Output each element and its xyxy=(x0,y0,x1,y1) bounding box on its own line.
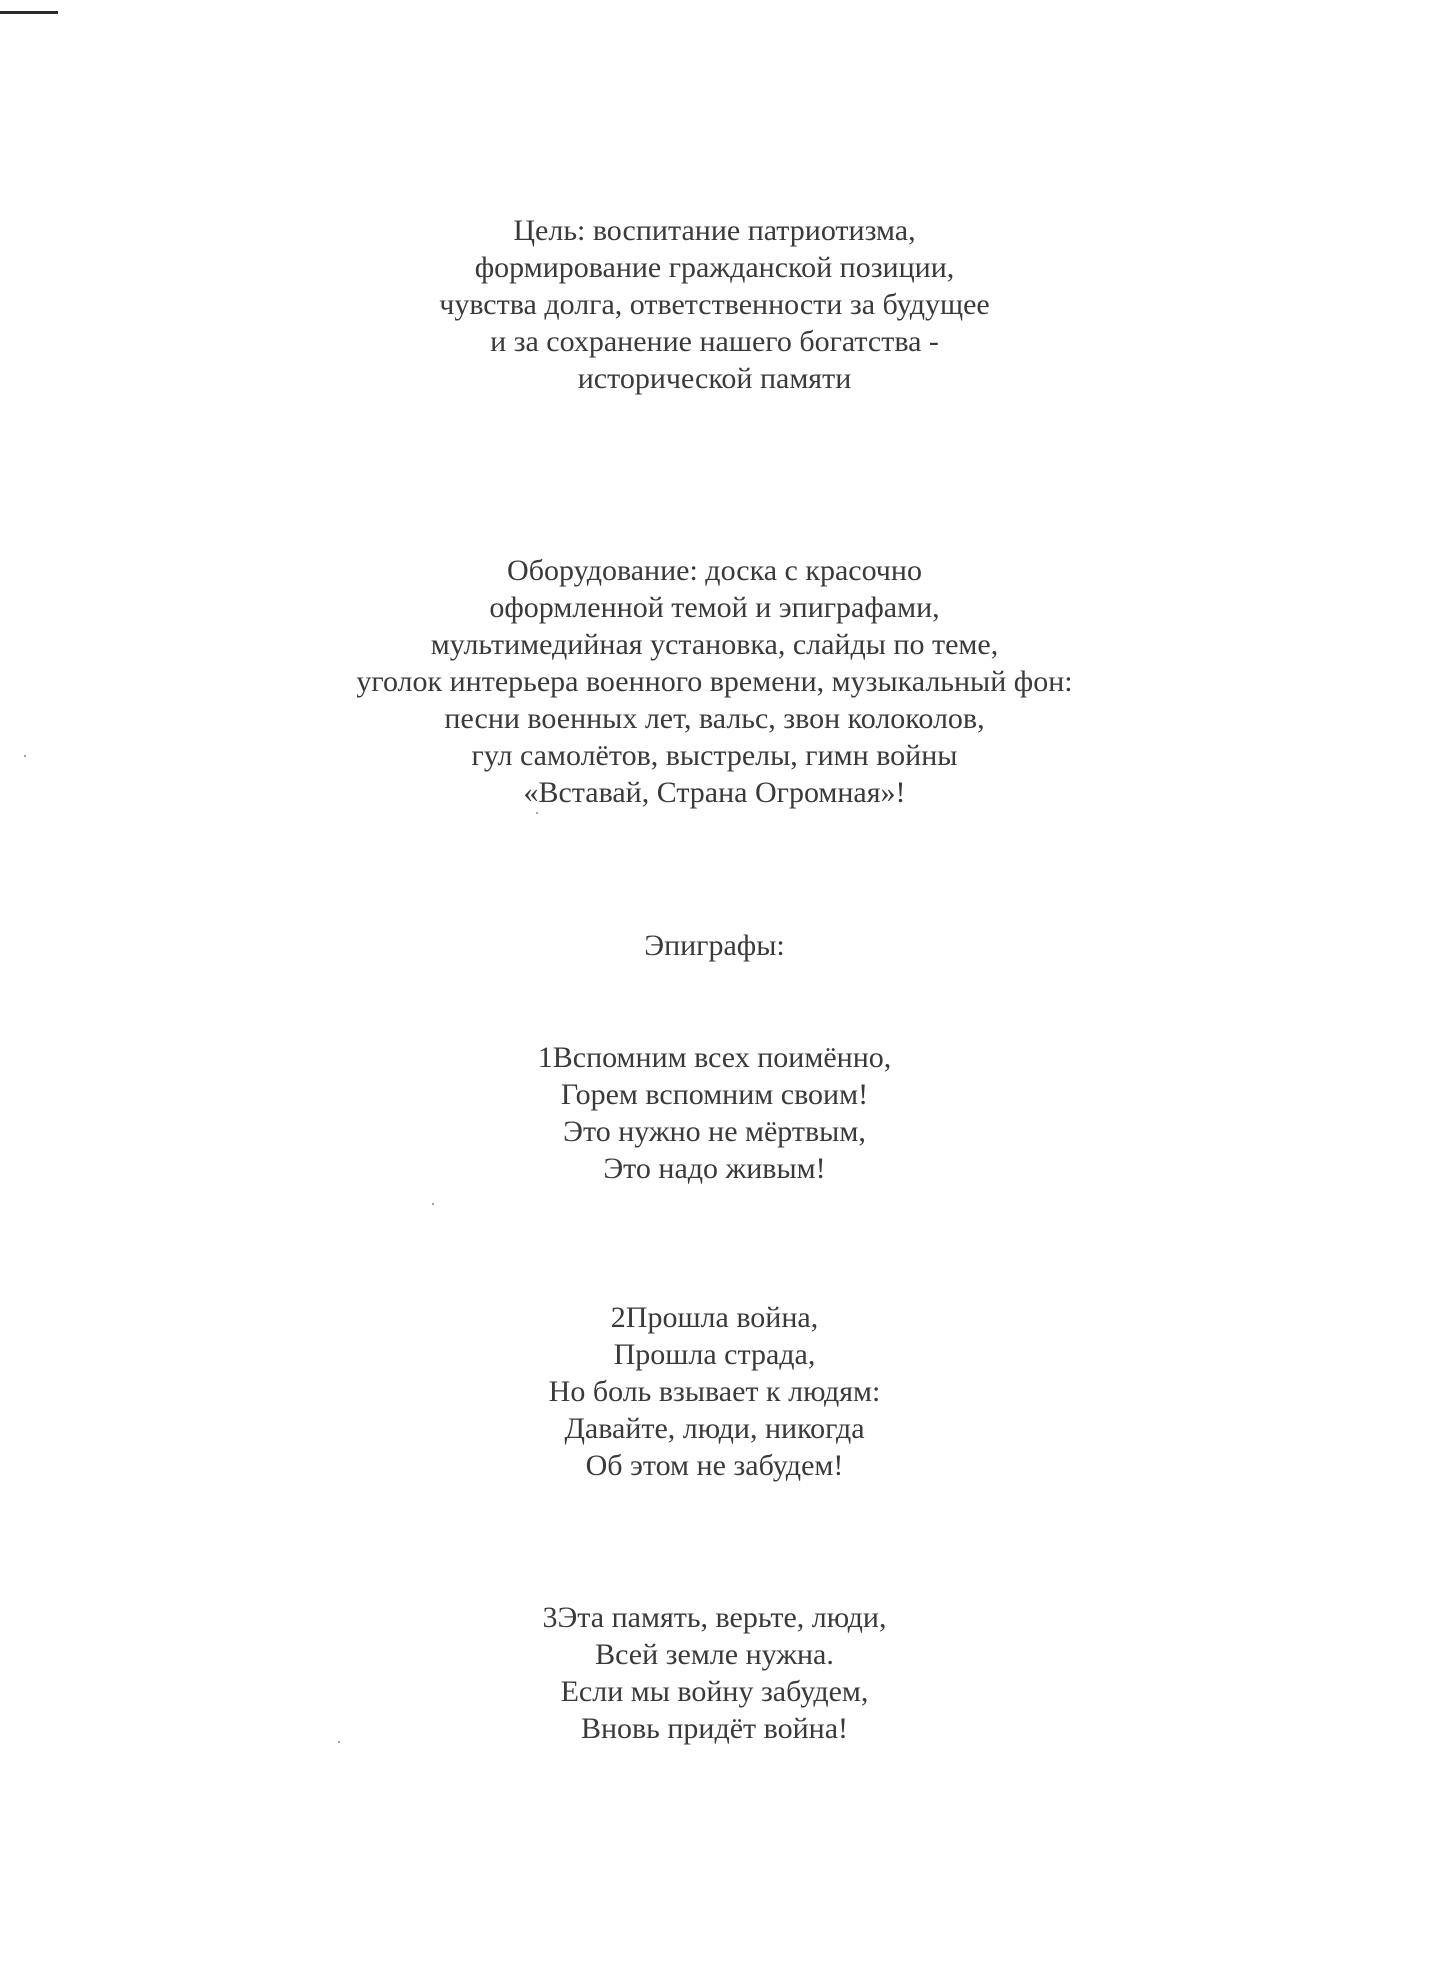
equipment-line: оформленной темой и эпиграфами, xyxy=(489,591,940,624)
epigraph-verse-1 xyxy=(0,1039,1429,1187)
equipment-line: уголок интерьера военного времени, музыкальный фон: xyxy=(356,665,1073,698)
equipment-line: Оборудование: доска с красочно xyxy=(507,554,922,587)
scan-speck xyxy=(432,1203,434,1205)
verse-line: 1Вспомним всех поимённо, xyxy=(537,1041,892,1074)
goal-line: и за сохранение нашего богатства - xyxy=(490,325,939,358)
scan-speck xyxy=(536,812,538,814)
verse-line: Об этом не забудем! xyxy=(585,1449,844,1482)
epigraphs-heading xyxy=(0,927,1429,964)
equipment-line: мультимедийная установка, слайды по теме, xyxy=(430,628,999,661)
equipment-line: гул самолётов, выстрелы, гимн войны xyxy=(471,739,958,772)
goal-paragraph xyxy=(0,212,1429,397)
verse-line: Это надо живым! xyxy=(603,1152,826,1185)
equipment-paragraph xyxy=(0,552,1429,811)
verse-line: 3Эта память, верьте, люди, xyxy=(542,1601,887,1634)
epigraph-verse-2 xyxy=(0,1299,1429,1484)
verse-line: Вновь придёт война! xyxy=(580,1712,849,1745)
epigraphs-title: Эпиграфы: xyxy=(644,929,785,962)
verse-line: Всей земле нужна. xyxy=(595,1638,834,1671)
verse-line: Но боль взывает к людям: xyxy=(548,1375,881,1408)
equipment-line: песни военных лет, вальс, звон колоколов, xyxy=(444,702,985,735)
verse-line: Это нужно не мёртвым, xyxy=(563,1115,866,1148)
goal-line: исторической памяти xyxy=(577,362,852,395)
verse-line: Прошла страда, xyxy=(613,1338,816,1371)
epigraph-verse-3 xyxy=(0,1599,1429,1747)
goal-line: чувства долга, ответственности за будущее xyxy=(439,288,990,321)
goal-line: формирование гражданской позиции, xyxy=(474,251,955,284)
goal-line: Цель: воспитание патриотизма, xyxy=(513,214,916,247)
verse-line: Давайте, люди, никогда xyxy=(564,1412,865,1445)
equipment-line: «Вставай, Страна Огромная»! xyxy=(523,776,906,809)
verse-line: Если мы войну забудем, xyxy=(560,1675,869,1708)
verse-line: Горем вспомним своим! xyxy=(560,1078,869,1111)
verse-line: 2Прошла война, xyxy=(610,1301,819,1334)
scan-edge-mark xyxy=(0,11,58,14)
